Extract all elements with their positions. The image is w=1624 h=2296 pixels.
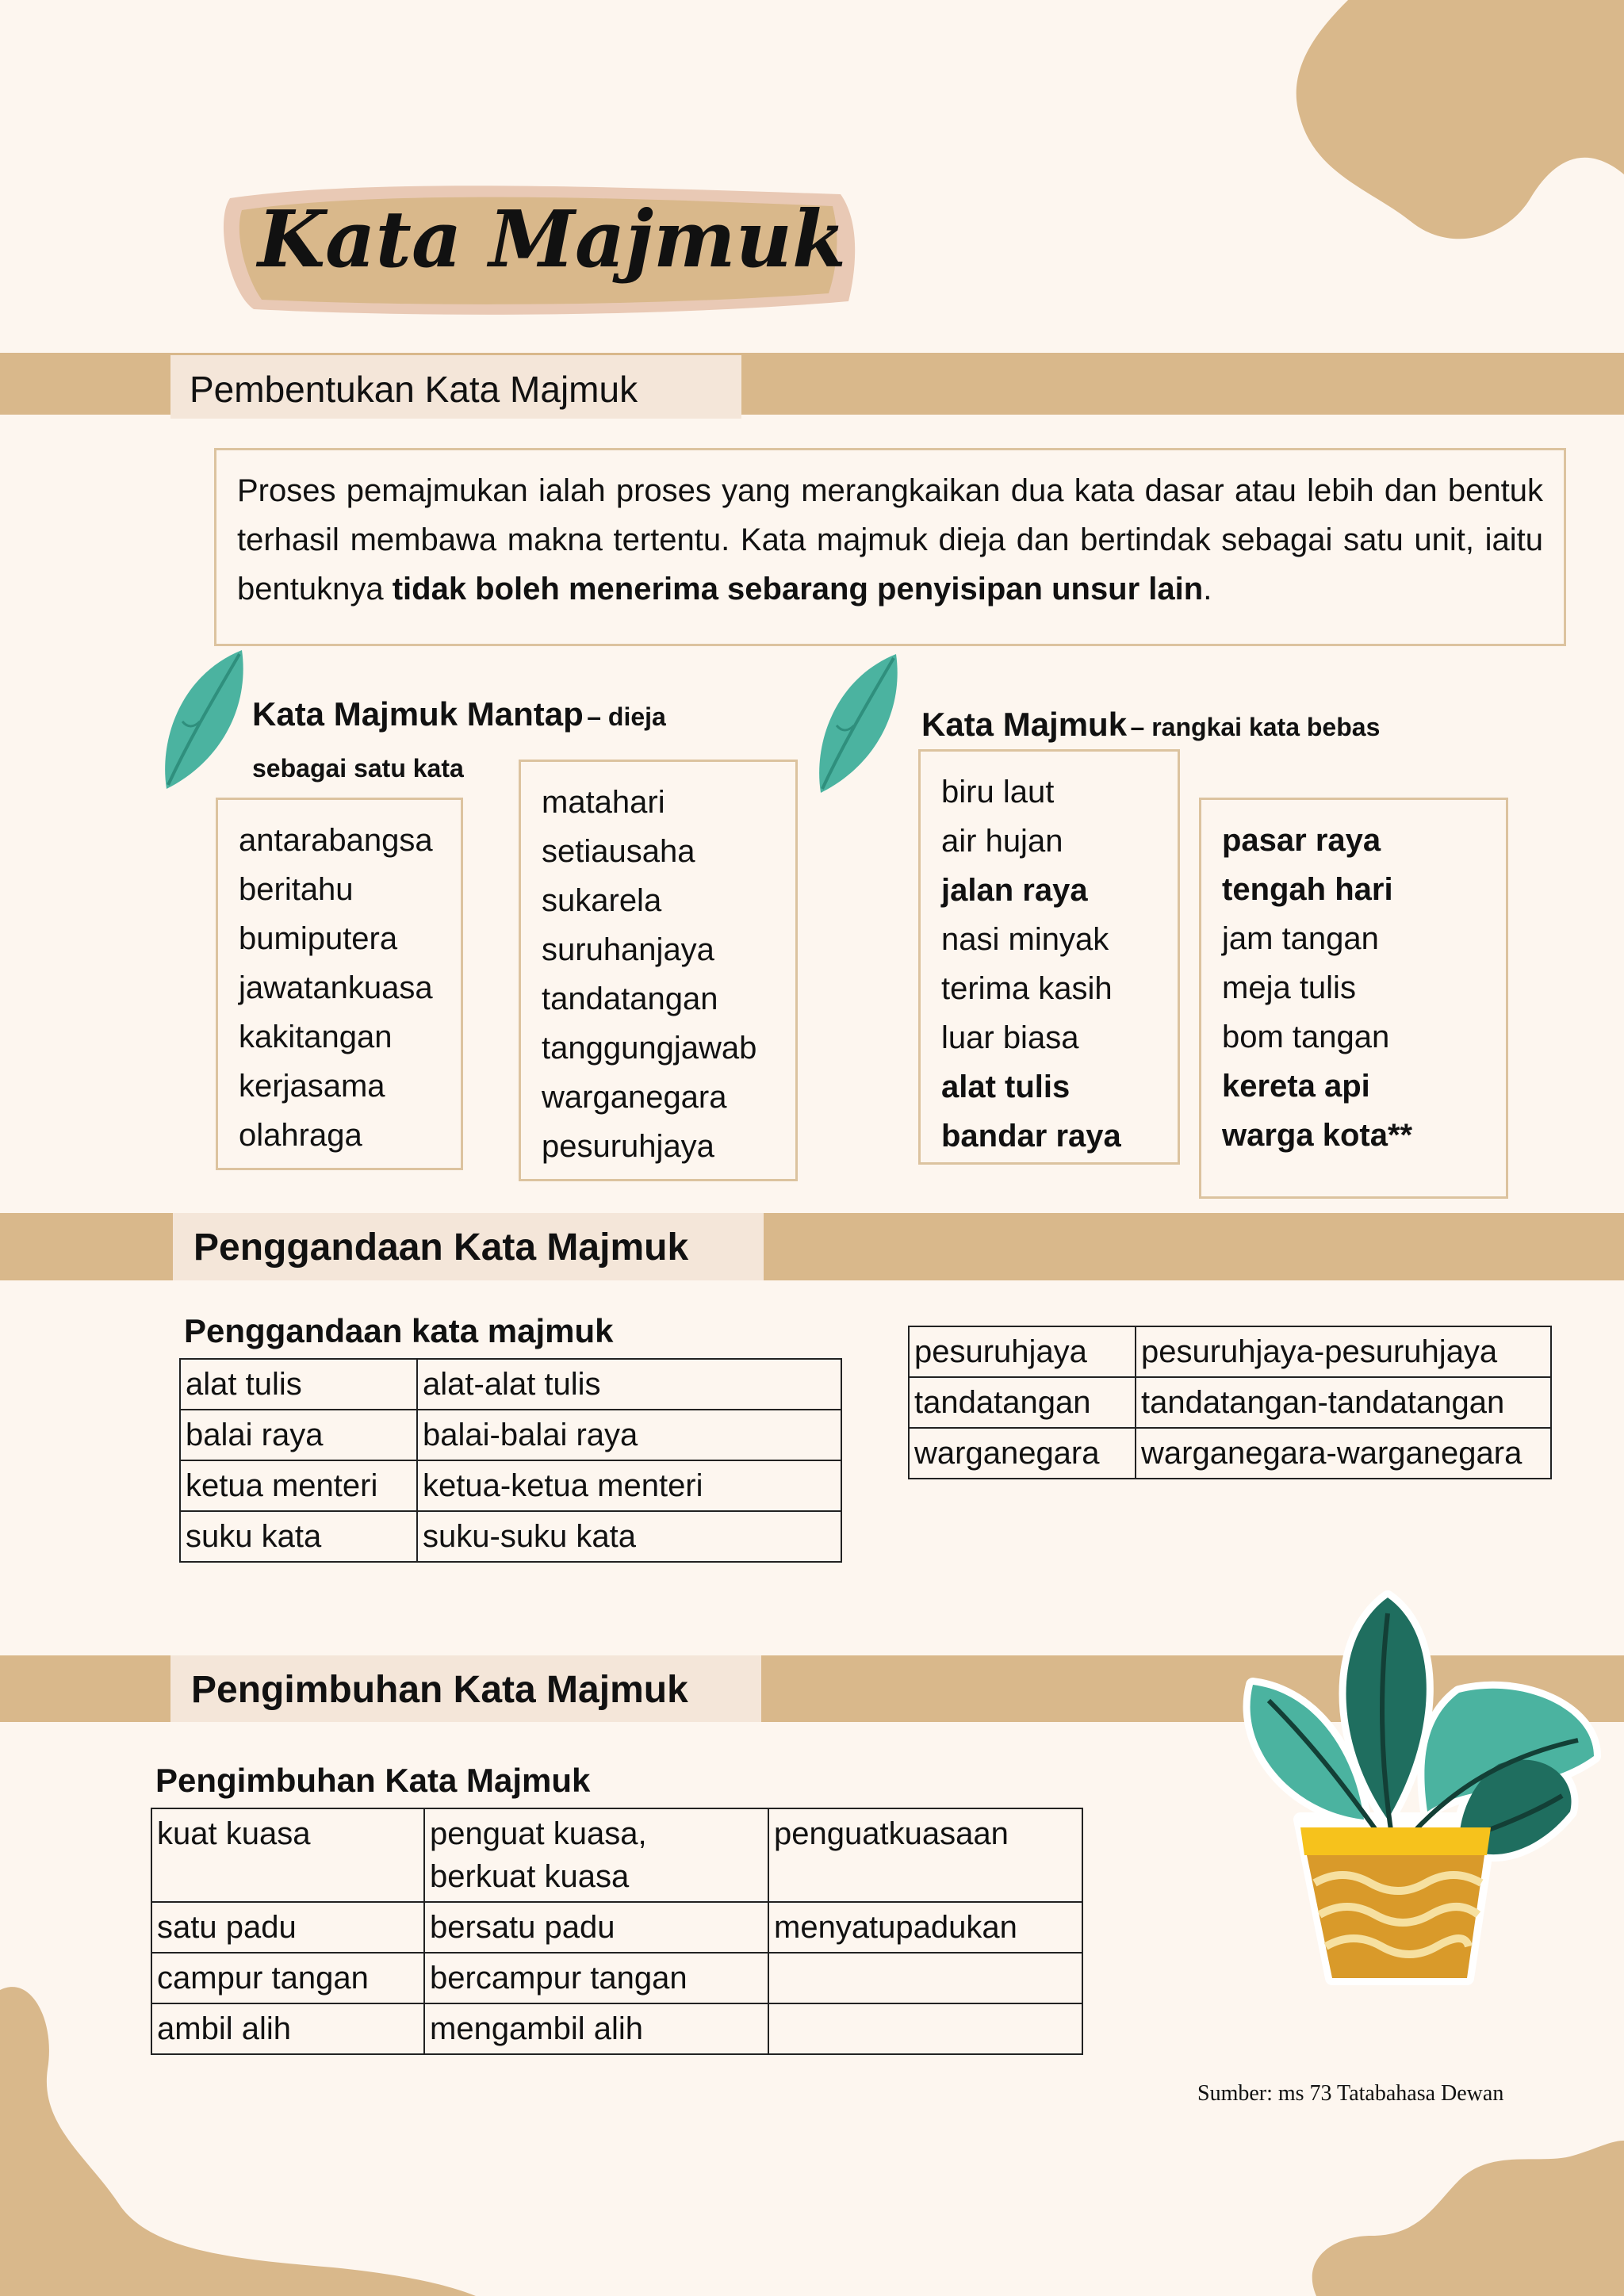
table-cell: bersatu padu [424,1902,768,1953]
table-cell: pesuruhjaya [909,1326,1136,1377]
mantap-word: matahari [542,785,665,820]
page-title: Kata Majmuk [258,194,846,285]
table-row [180,1460,841,1511]
mantap-word: warganegara [542,1080,727,1115]
bebas-word: jam tangan [1222,921,1379,956]
leaf-icon [805,646,908,797]
table-cell: ketua-ketua menteri [417,1460,841,1511]
table-cell: alat tulis [180,1359,417,1410]
mantap-word: tandatangan [542,982,718,1016]
table-cell: penguat kuasa, berkuat kuasa [424,1808,768,1902]
table-cell: ketua menteri [180,1460,417,1511]
mantap-list-box-1 [216,798,463,1170]
decor-blob-top-right [1285,0,1624,254]
table-cell: alat-alat tulis [417,1359,841,1410]
table-row [180,1410,841,1460]
table-cell: menyatupadukan [768,1902,1082,1953]
table-cell: pesuruhjaya-pesuruhjaya [1136,1326,1551,1377]
table-cell: suku kata [180,1511,417,1562]
bebas-word: nasi minyak [941,922,1109,957]
table-cell: warganegara-warganegara [1136,1428,1551,1479]
penggandaan-table-2 [908,1326,1552,1479]
source-note: Sumber: ms 73 Tatabahasa Dewan [1197,2081,1504,2106]
bebas-word: alat tulis [941,1070,1071,1104]
bebas-word: kereta api [1222,1069,1370,1104]
bebas-list-box-1 [918,749,1180,1165]
table-cell: balai-balai raya [417,1410,841,1460]
bebas-word: bandar raya [941,1119,1121,1154]
table-cell: campur tangan [151,1953,424,2003]
table-cell [768,1953,1082,2003]
mantap-word: kerjasama [239,1069,385,1104]
pengimbuhan-table-caption: Pengimbuhan Kata Majmuk [155,1762,591,1799]
table-cell: tandatangan-tandatangan [1136,1377,1551,1428]
mantap-word: beritahu [239,872,354,907]
section-title-penggandaan: Penggandaan Kata Majmuk [173,1213,764,1280]
table-cell: bercampur tangan [424,1953,768,2003]
mantap-word: setiausaha [542,834,695,869]
mantap-word: sukarela [542,883,662,918]
penggandaan-table-1 [179,1358,842,1563]
bebas-word: luar biasa [941,1020,1079,1055]
table-row [909,1377,1551,1428]
mantap-word: pesuruhjaya [542,1129,714,1164]
mantap-word: antarabangsa [239,823,433,858]
bebas-word: terima kasih [941,971,1113,1006]
bebas-word: meja tulis [1222,970,1356,1005]
bebas-list-2 [1222,816,1485,1160]
table-cell: balai raya [180,1410,417,1460]
bebas-heading-desc: – rangkai kata bebas [1130,713,1381,741]
leaf-icon [151,642,254,793]
table-row [909,1428,1551,1479]
table-cell: tandatangan [909,1377,1136,1428]
mantap-heading-title: Kata Majmuk Mantap [252,695,584,733]
bebas-word: air hujan [941,824,1063,859]
table-cell: penguatkuasaan [768,1808,1082,1902]
table-row [151,2003,1082,2054]
bebas-word: tengah hari [1222,872,1393,907]
section-title-pengimbuhan: Pengimbuhan Kata Majmuk [170,1655,761,1722]
bebas-word: bom tangan [1222,1020,1390,1054]
table-row [180,1359,841,1410]
mantap-word: olahraga [239,1118,362,1153]
pengimbuhan-table [151,1808,1083,2055]
bebas-word: jalan raya [941,873,1088,908]
table-cell: suku-suku kata [417,1511,841,1562]
table-row [909,1326,1551,1377]
mantap-list-box-2 [519,760,798,1181]
intro-bold-text: tidak boleh menerima sebarang penyisipan unsur lain [392,572,1204,607]
mantap-list-1 [239,816,440,1160]
intro-paragraph: Proses pemajmukan ialah proses yang merangkaikan dua kata dasar atau lebih dan bentuk terhasil membawa makna tertentu. Kata majmuk dieja dan bertindak sebagai satu unit, iaitu bentuknya tidak boleh menerima sebarang penyisipan unsur lain. [237,473,1543,607]
table-cell: warganegara [909,1428,1136,1479]
mantap-word: suruhanjaya [542,932,714,967]
table-row [151,1953,1082,2003]
bebas-heading [921,702,1380,756]
potted-plant-icon [1221,1582,1618,2010]
bebas-list-1 [941,767,1157,1161]
decor-blob-bottom-right [1300,2141,1624,2296]
table-row [180,1511,841,1562]
table-row [151,1902,1082,1953]
mantap-word: jawatankuasa [239,970,433,1005]
mantap-word: tanggungjawab [542,1031,757,1066]
bebas-heading-title: Kata Majmuk [921,706,1128,743]
mantap-word: bumiputera [239,921,398,956]
table-cell: kuat kuasa [151,1808,424,1902]
mantap-word: kakitangan [239,1020,393,1054]
bebas-word: warga kota** [1222,1118,1413,1153]
bebas-word: biru laut [941,775,1055,809]
table-row [151,1808,1082,1902]
table-cell [768,2003,1082,2054]
section-title-pembentukan: Pembentukan Kata Majmuk [170,355,741,419]
table-cell: ambil alih [151,2003,424,2054]
mantap-list-2 [542,778,775,1171]
bebas-word: pasar raya [1222,823,1381,858]
bebas-list-box-2 [1199,798,1508,1199]
table-cell: satu padu [151,1902,424,1953]
intro-box [214,448,1566,646]
mantap-heading-desc: – dieja sebagai satu kata [252,702,666,783]
penggandaan-table-caption: Penggandaan kata majmuk [184,1312,614,1349]
table-cell: mengambil alih [424,2003,768,2054]
